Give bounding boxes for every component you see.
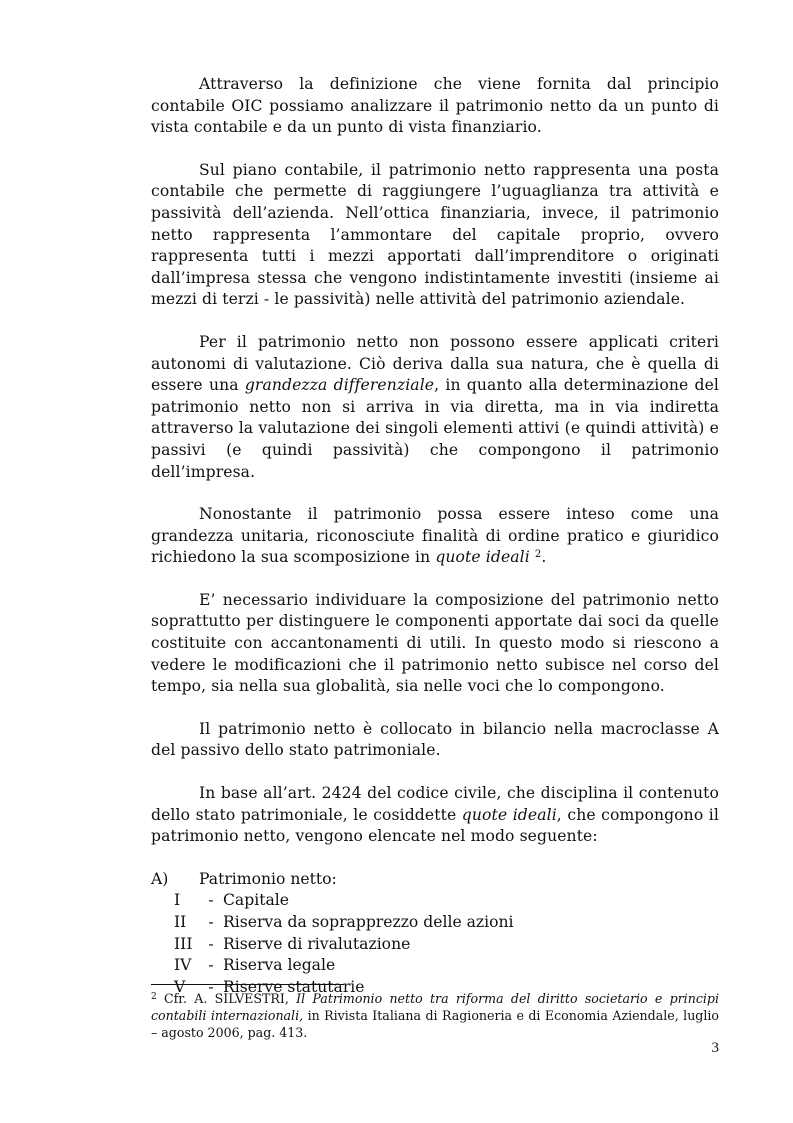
italic-term: Il Patrimonio netto tra riforma del diritto societario e principi contabili internazionali,	[151, 991, 719, 1023]
footnote	[151, 990, 719, 1041]
list-item-label: Riserva da soprapprezzo delle azioni	[223, 913, 514, 931]
list-letter: A)	[151, 869, 169, 888]
equity-list	[151, 869, 719, 999]
list-item-dash: -	[208, 956, 214, 975]
footnote-ref: 2	[534, 549, 542, 561]
text-run: Per il patrimonio netto non possono essere applicati criteri autonomi di valutazione. Ciò deriva dalla sua natura, che è quella di essere una	[151, 332, 719, 395]
paragraph	[151, 160, 719, 311]
text-run: in Rivista Italiana di Ragioneria e di Economia Aziendale, luglio – agosto 2006, pag. 413.	[151, 1008, 719, 1040]
list-item-label: Riserve statutarie	[223, 977, 365, 996]
body-text	[151, 74, 719, 848]
paragraph	[151, 783, 719, 848]
list-item-dash: -	[208, 934, 214, 953]
list-item-number: I	[174, 891, 181, 910]
text-run: Il patrimonio netto è collocato in bilancio nella macroclasse A del passivo dello stato patrimoniale.	[151, 719, 719, 760]
text-run: Nonostante il patrimonio possa essere inteso come una grandezza unitaria, riconosciute finalità di ordine pratico e giuridico richiedono la sua scomposizione in	[151, 505, 719, 567]
italic-term: quote ideali	[435, 548, 530, 567]
list-item	[151, 934, 719, 956]
text-run: E’ necessario individuare la composizione del patrimonio netto soprattutto per distinguere le componenti apportate dai soci da quelle costituite con accantonamenti di utili. In questo modo si riescono a vedere le modificazioni che il patrimonio netto subisce nel corso del tempo, sia nella sua globalità, sia nelle voci che lo compongono.	[151, 590, 719, 696]
paragraph	[151, 504, 719, 569]
list-heading: Patrimonio netto:	[199, 869, 337, 888]
list-item	[151, 912, 719, 934]
list-item	[151, 955, 719, 977]
list-heading-row	[151, 869, 719, 891]
italic-term: quote ideali	[461, 805, 557, 824]
footnote-separator	[151, 984, 344, 985]
list-item	[151, 890, 719, 912]
list-item-number: V	[174, 977, 186, 996]
paragraph	[151, 74, 719, 139]
paragraph	[151, 590, 719, 698]
text-run: , in quanto alla determinazione del patrimonio netto non si arriva in via diretta, ma in via indiretta attraverso la valutazione dei singoli elementi attivi (e quindi attività) e passivi (e quindi passività) che compongono il patrimonio dell’impresa.	[151, 376, 720, 481]
text-run: Attraverso la definizione che viene fornita dal principio contabile OIC possiamo analizzare il patrimonio netto da un punto di vista contabile e da un punto di vista finanziario.	[151, 75, 719, 137]
text-run: Sul piano contabile, il patrimonio netto rappresenta una posta contabile che permette di raggiungere l’uguaglianza tra attività e passività dell’azienda. Nell’ottica finanziaria, invece, il patrimonio netto rappresenta l’ammontare del capitale proprio, ovvero rappresenta tutti i mezzi apportati dall’imprenditore o originati dall’impresa stessa che vengono indistintamente investiti (insieme ai mezzi di terzi - le passività) nelle attività del patrimonio aziendale.	[151, 160, 719, 309]
page-number: 3	[711, 1040, 719, 1056]
list-item-label: Capitale	[223, 891, 289, 910]
list-item-dash: -	[208, 977, 214, 996]
list-item-label: Riserve di rivalutazione	[223, 934, 411, 953]
paragraph	[151, 332, 719, 483]
list-item-dash: -	[208, 913, 214, 931]
page-body	[151, 74, 719, 998]
list-items	[151, 890, 719, 998]
footnote-ref: 2	[151, 992, 157, 1002]
text-run: Cfr. A. SILVESTRI,	[156, 991, 297, 1006]
list-item-number: III	[174, 934, 193, 953]
list-item-dash: -	[208, 891, 214, 910]
list-item-number: II	[174, 913, 187, 931]
text-run: In base all’art. 2424 del codice civile, che disciplina il contenuto dello stato patrimoniale, le cosiddette	[151, 784, 719, 824]
text-run: , che compongono il patrimonio netto, vengono elencate nel modo seguente:	[151, 805, 719, 846]
list-item-label: Riserva legale	[223, 956, 336, 975]
italic-term: grandezza differenziale	[244, 376, 435, 395]
text-run: .	[541, 548, 547, 567]
list-item-number: IV	[174, 956, 192, 975]
paragraph	[151, 719, 719, 762]
